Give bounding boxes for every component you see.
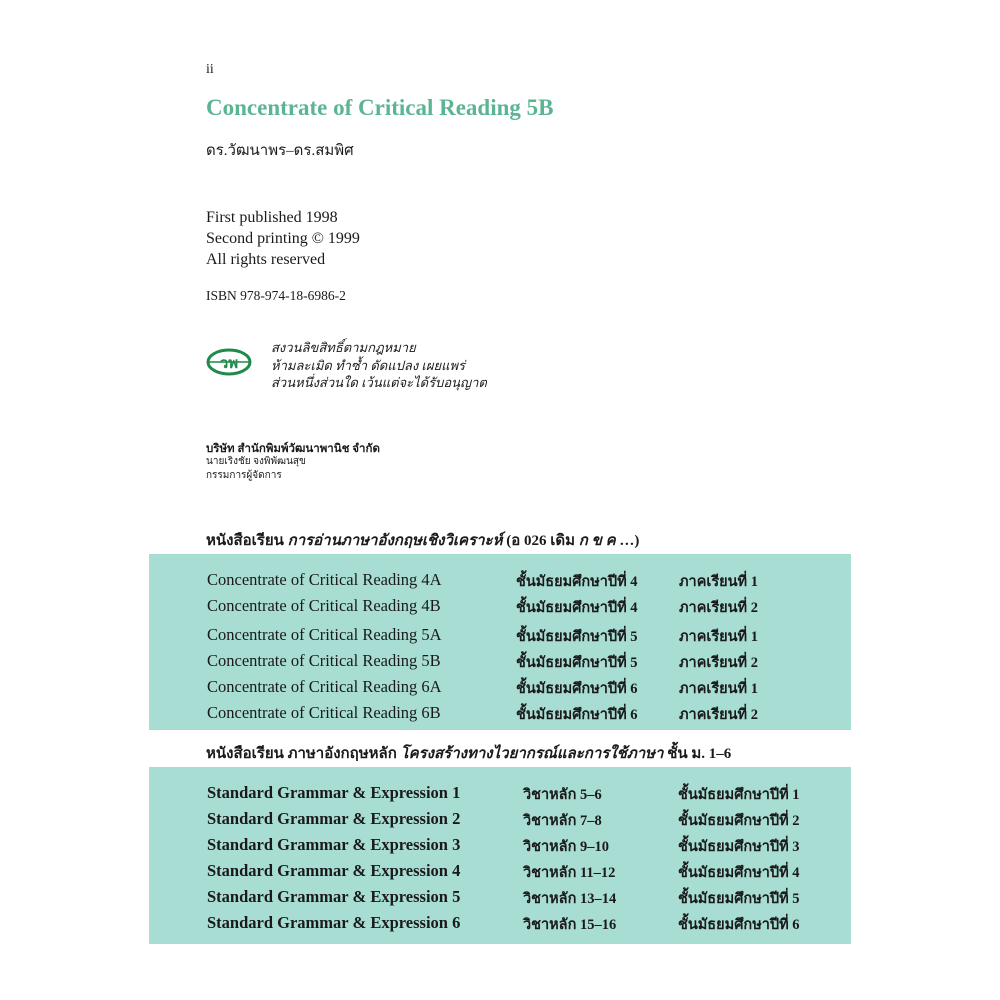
book-title-cell: Standard Grammar & Expression 4: [207, 861, 461, 880]
publication-info: [206, 207, 360, 270]
level-cell: ชั้นมัธยมศึกษาปีที่ 2: [678, 813, 800, 829]
copyright-line: ห้ามละเมิด ทำซ้ำ ดัดแปลง เผยแพร่: [271, 357, 466, 373]
subject-cell: วิชาหลัก 7–8: [523, 813, 602, 829]
table-row: [149, 703, 851, 727]
table-row: [149, 913, 851, 937]
series2-panel: [149, 767, 851, 944]
svg-text:วพ: วพ: [219, 354, 239, 372]
officer-name: นายเริงชัย จงพิพัฒนสุข: [206, 456, 306, 467]
book-title-cell: Concentrate of Critical Reading 4B: [207, 596, 441, 615]
book-title-cell: Standard Grammar & Expression 1: [207, 783, 461, 802]
table-row: [149, 887, 851, 911]
page-number: ii: [206, 62, 214, 77]
term-cell: ภาคเรียนที่ 1: [679, 629, 758, 645]
copyright-notice: [271, 339, 487, 392]
first-published: First published 1998: [206, 209, 338, 226]
book-title-cell: Concentrate of Critical Reading 6A: [207, 677, 442, 696]
officer-title: กรรมการผู้จัดการ: [206, 470, 282, 481]
table-row: [149, 861, 851, 885]
term-cell: ภาคเรียนที่ 2: [679, 655, 758, 671]
copyright-line: สงวนลิขสิทธิ์ตามกฎหมาย: [271, 340, 416, 355]
term-cell: ภาคเรียนที่ 2: [679, 600, 758, 616]
book-title-cell: Concentrate of Critical Reading 4A: [207, 570, 442, 589]
publisher-officer: [206, 455, 306, 483]
publisher-logo-icon: [206, 347, 252, 377]
isbn: ISBN 978-974-18-6986-2: [206, 288, 346, 303]
table-row: [149, 570, 851, 594]
subject-cell: วิชาหลัก 11–12: [523, 865, 616, 881]
subject-cell: วิชาหลัก 13–14: [523, 891, 617, 907]
book-title-cell: Standard Grammar & Expression 6: [207, 913, 461, 932]
publisher-name: บริษัท สำนักพิมพ์วัฒนาพานิช จำกัด: [206, 443, 380, 455]
table-row: [149, 651, 851, 675]
table-row: [149, 596, 851, 620]
level-cell: ชั้นมัธยมศึกษาปีที่ 1: [678, 787, 800, 803]
level-cell: ชั้นมัธยมศึกษาปีที่ 5: [516, 655, 638, 671]
rights-statement: All rights reserved: [206, 251, 326, 268]
book-title-cell: Concentrate of Critical Reading 5B: [207, 651, 441, 670]
level-cell: ชั้นมัธยมศึกษาปีที่ 6: [678, 917, 800, 933]
level-cell: ชั้นมัธยมศึกษาปีที่ 4: [678, 865, 800, 881]
term-cell: ภาคเรียนที่ 2: [679, 707, 758, 723]
level-cell: ชั้นมัธยมศึกษาปีที่ 5: [678, 891, 800, 907]
subject-cell: วิชาหลัก 9–10: [523, 839, 609, 855]
level-cell: ชั้นมัธยมศึกษาปีที่ 4: [516, 600, 638, 616]
subject-cell: วิชาหลัก 15–16: [523, 917, 617, 933]
table-row: [149, 835, 851, 859]
level-cell: ชั้นมัธยมศึกษาปีที่ 3: [678, 839, 800, 855]
level-cell: ชั้นมัธยมศึกษาปีที่ 4: [516, 574, 638, 590]
copyright-line: ส่วนหนึ่งส่วนใด เว้นแต่จะได้รับอนุญาต: [271, 375, 487, 390]
series1-heading: หนังสือเรียน การอ่านภาษาอังกฤษเชิงวิเคราะห์ (อ 026 เดิม ก ข ค …): [206, 533, 640, 549]
book-title: Concentrate of Critical Reading 5B: [206, 95, 554, 120]
table-row: [149, 677, 851, 701]
authors: ดร.วัฒนาพร–ดร.สมพิศ: [206, 143, 354, 159]
level-cell: ชั้นมัธยมศึกษาปีที่ 5: [516, 629, 638, 645]
second-printing: Second printing © 1999: [206, 230, 360, 247]
term-cell: ภาคเรียนที่ 1: [679, 574, 758, 590]
level-cell: ชั้นมัธยมศึกษาปีที่ 6: [516, 681, 638, 697]
table-row: [149, 809, 851, 833]
book-title-cell: Concentrate of Critical Reading 5A: [207, 625, 442, 644]
book-title-cell: Standard Grammar & Expression 2: [207, 809, 461, 828]
book-title-cell: Standard Grammar & Expression 5: [207, 887, 461, 906]
level-cell: ชั้นมัธยมศึกษาปีที่ 6: [516, 707, 638, 723]
book-title-cell: Concentrate of Critical Reading 6B: [207, 703, 441, 722]
term-cell: ภาคเรียนที่ 1: [679, 681, 758, 697]
table-row: [149, 625, 851, 649]
book-title-cell: Standard Grammar & Expression 3: [207, 835, 461, 854]
table-row: [149, 783, 851, 807]
series2-heading: หนังสือเรียน ภาษาอังกฤษหลัก โครงสร้างทางไวยากรณ์และการใช้ภาษา ชั้น ม. 1–6: [206, 746, 732, 762]
subject-cell: วิชาหลัก 5–6: [523, 787, 602, 803]
series1-panel: [149, 554, 851, 730]
